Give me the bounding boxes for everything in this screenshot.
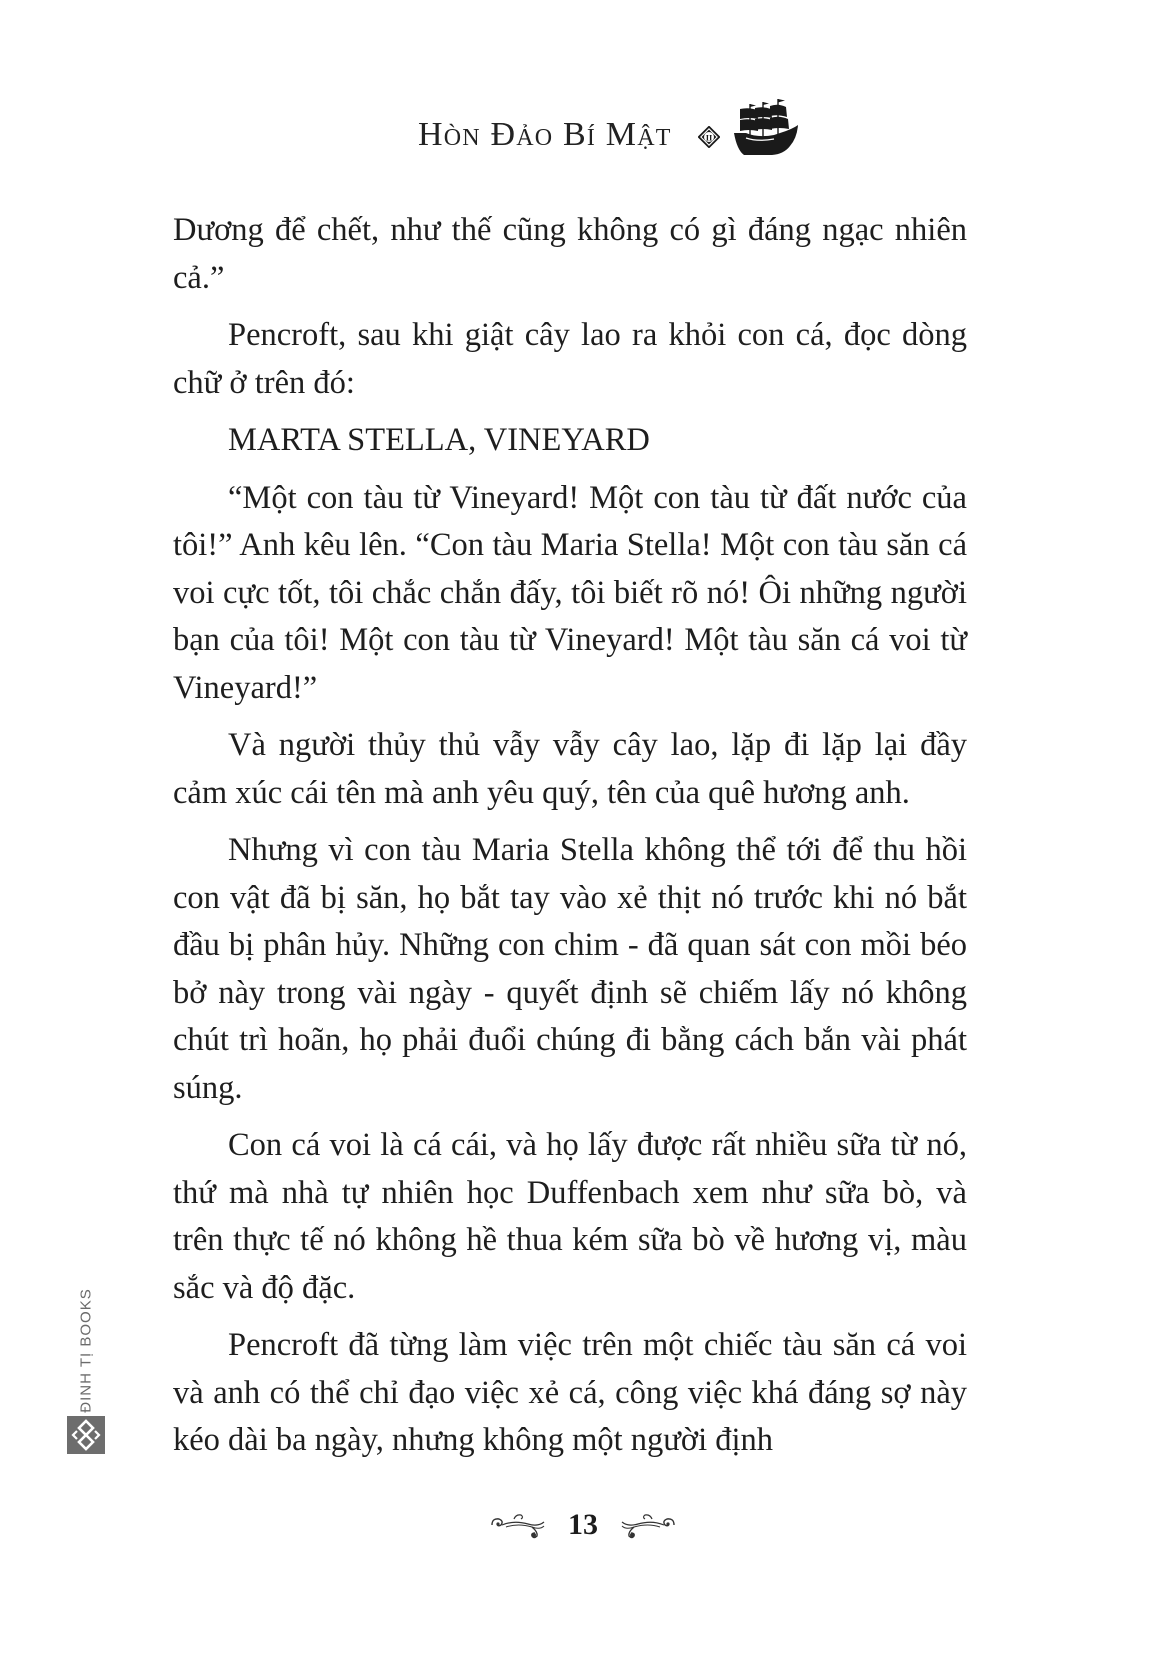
paragraph: Pencroft đã từng làm việc trên một chiếc tàu săn cá voi và anh có thể chỉ đạo việc xẻ cá, công việc khá đáng sợ này kéo dài ba ngày, nhưng không một người định bbox=[173, 1327, 967, 1458]
paragraph: Và người thủy thủ vẫy vẫy cây lao, lặp đi lặp lại đầy cảm xúc cái tên mà anh yêu quý, tên của quê hương anh. bbox=[173, 727, 967, 811]
publisher-name: ĐINH TỊ BOOKS bbox=[77, 1287, 95, 1413]
volume-number: II bbox=[705, 132, 713, 143]
paragraph: Dương để chết, như thế cũng không có gì đáng ngạc nhiên cả.” bbox=[173, 212, 967, 296]
page-footer bbox=[0, 1503, 1166, 1547]
paragraph: “Một con tàu từ Vineyard! Một con tàu từ đất nước của tôi!” Anh kêu lên. “Con tàu Maria Stella! Một con tàu săn cá voi cực tốt, tôi chắc chắn đấy, tôi biết rõ nó! Ôi những người bạn của tôi! Một con tàu từ Vineyard! Một tàu săn cá voi từ Vineyard!” bbox=[173, 479, 967, 706]
body-text bbox=[173, 207, 967, 1475]
paragraph: Pencroft, sau khi giật cây lao ra khỏi con cá, đọc dòng chữ ở trên đó: bbox=[173, 317, 967, 401]
flourish-left-icon bbox=[488, 1510, 550, 1540]
sailing-ship-icon bbox=[728, 98, 800, 158]
paragraph: Con cá voi là cá cái, và họ lấy được rất nhiều sữa từ nó, thứ mà nhà tự nhiên học Duffenbach xem như sữa bò, và trên thực tế nó không hề thua kém sữa bò về hương vị, màu sắc và độ đặc. bbox=[173, 1127, 967, 1306]
book-title: Hòn Đảo Bí Mật bbox=[418, 116, 672, 153]
publisher-logo bbox=[62, 1287, 110, 1460]
flourish-right-icon bbox=[616, 1510, 678, 1540]
page-number: 13 bbox=[568, 1508, 598, 1541]
running-header bbox=[0, 98, 1166, 160]
dinh-ti-diamond-logo-icon bbox=[67, 1416, 105, 1454]
paragraph: Nhưng vì con tàu Maria Stella không thể tới để thu hồi con vật đã bị săn, họ bắt tay vào xẻ thịt nó trước khi nó bắt đầu bị phân hủy. Những con chim - đã quan sát con mồi béo bở này trong vài ngày - quyết định sẽ chiếm lấy nó không chút trì hoãn, họ phải đuổi chúng đi bằng cách bắn vài phát súng. bbox=[173, 832, 967, 1106]
inscription-line: MARTA STELLA, VINEYARD bbox=[228, 422, 650, 458]
volume-badge-icon bbox=[698, 126, 720, 148]
